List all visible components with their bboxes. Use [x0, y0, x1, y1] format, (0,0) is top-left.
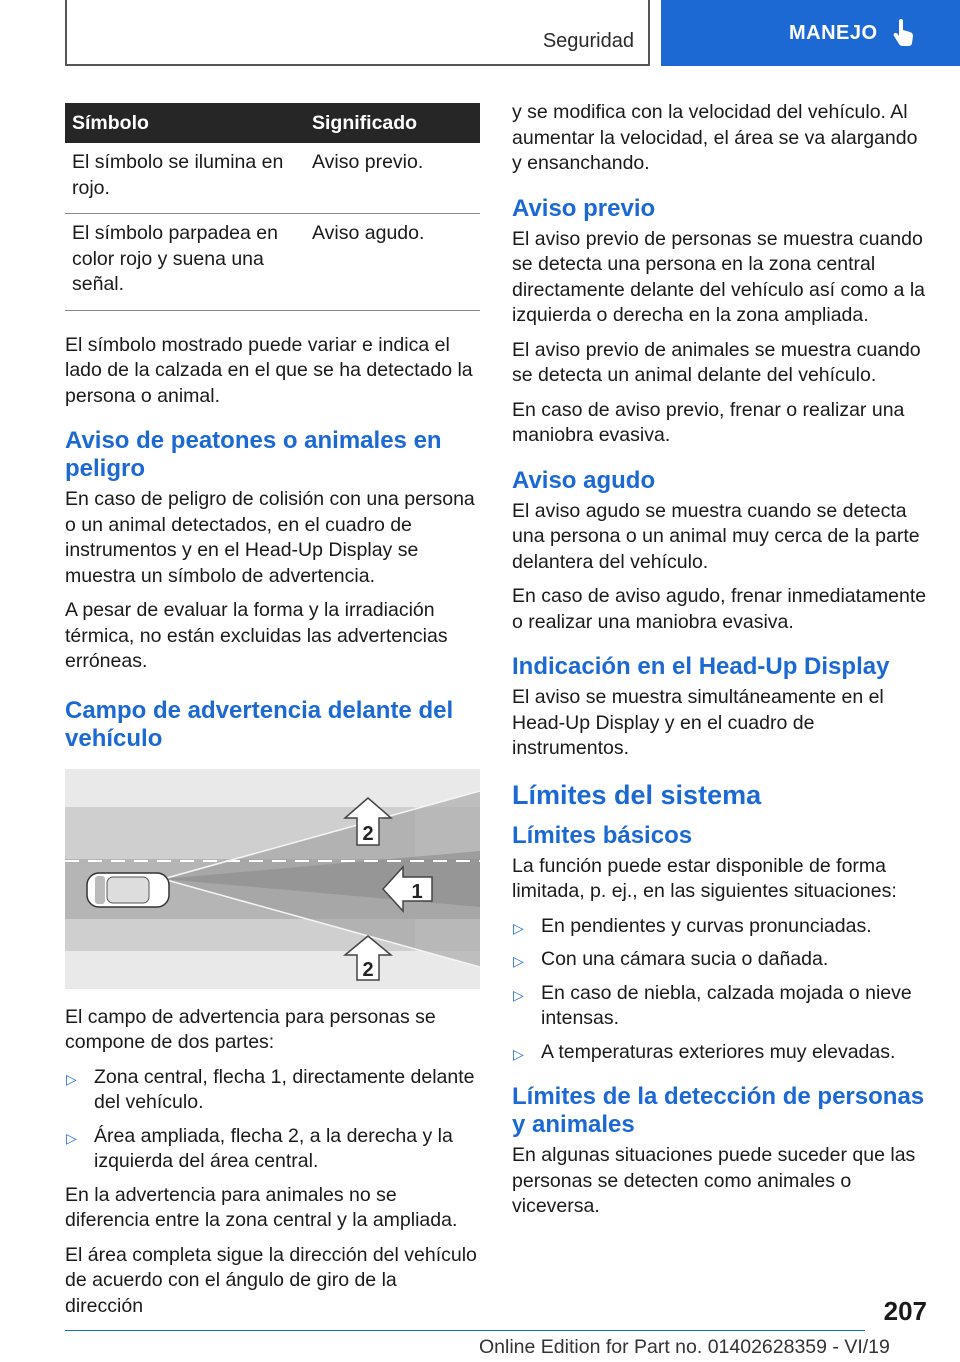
list-item — [65, 1065, 480, 1116]
pointing-hand-icon — [892, 19, 916, 47]
paragraph: El símbolo mostrado puede variar e indica el lado de la calzada en el que se ha detectado la persona o animal. — [65, 333, 473, 407]
right-column — [512, 100, 932, 1229]
bullet-triangle-icon: ▷ — [513, 986, 524, 1003]
paragraph: En la advertencia para animales no se diferencia entre la zona central y la ampliada. — [65, 1183, 458, 1231]
footer-divider — [65, 1330, 865, 1331]
bullet-triangle-icon: ▷ — [513, 1045, 524, 1062]
list-item-text: Con una cámara sucia o dañada. — [541, 948, 829, 970]
table-cell: Aviso agudo. — [305, 214, 480, 311]
arrow-label-2: 2 — [362, 822, 374, 845]
paragraph: En caso de aviso agudo, frenar inmediatamente o realizar una maniobra evasiva. — [512, 585, 927, 633]
list-item — [512, 914, 932, 940]
bullet-triangle-icon: ▷ — [513, 953, 524, 969]
header-chapter-tab — [661, 0, 960, 66]
list-item-text: En pendientes y curvas pronunciadas. — [541, 914, 872, 937]
bullet-triangle-icon: ▷ — [66, 1070, 77, 1087]
list-item — [65, 1124, 480, 1175]
bullet-triangle-icon: ▷ — [513, 919, 524, 936]
heading-aviso-agudo: Aviso agudo — [512, 466, 656, 494]
header-chapter-label: MANEJO — [789, 21, 878, 44]
paragraph: El área completa sigue la dirección del vehículo de acuerdo con el ángulo de giro de la dirección — [65, 1243, 477, 1317]
paragraph: El campo de advertencia para personas se compone de dos partes: — [65, 1005, 436, 1053]
header-section-tab — [65, 0, 650, 66]
paragraph: y se modifica con la velocidad del vehículo. Al aumentar la velocidad, el área se va alargando y ensanchando. — [512, 101, 918, 174]
table-row — [65, 214, 480, 311]
heading-campo-advertencia: Campo de advertencia delante del vehículo — [65, 696, 454, 752]
paragraph: El aviso se muestra simultáneamente en el Head-Up Display y en el cuadro de instrumentos. — [512, 686, 884, 759]
arrow-label-1: 1 — [411, 880, 423, 903]
car-icon — [87, 873, 169, 907]
list-item — [512, 947, 932, 973]
paragraph: El aviso previo de animales se muestra cuando se detecta un animal delante del vehículo. — [512, 338, 921, 386]
symbol-meaning-table — [65, 103, 480, 311]
list-item — [512, 981, 932, 1032]
table-header-significado: Significado — [305, 103, 480, 143]
table-cell: Aviso previo. — [305, 143, 480, 214]
paragraph: El aviso agudo se muestra cuando se detecta una persona o un animal muy cerca de la parte delantera del vehículo. — [512, 499, 920, 573]
warning-field-figure — [65, 769, 480, 989]
left-column — [65, 103, 480, 1328]
paragraph: A pesar de evaluar la forma y la irradiación térmica, no están excluidas las advertencias erróneas. — [65, 599, 448, 672]
table-cell: El símbolo parpadea en color rojo y suena una señal. — [65, 214, 305, 311]
heading-head-up-display: Indicación en el Head-Up Display — [512, 653, 890, 680]
list-item — [512, 1040, 932, 1066]
bullet-list — [512, 914, 932, 1066]
paragraph: En caso de peligro de colisión con una persona o un animal detectados, en el cuadro de instrumentos y en el Head-Up Display se muestra un símbolo de advertencia. — [65, 488, 475, 587]
table-row — [65, 143, 480, 214]
paragraph: En algunas situaciones puede suceder que las personas se detecten como animales o viceversa. — [512, 1144, 916, 1217]
footer-edition: Online Edition for Part no. 01402628359 - VI/19 — [479, 1336, 890, 1358]
list-item-text: Zona central, flecha 1, directamente delante del vehículo. — [94, 1065, 475, 1113]
paragraph: El aviso previo de personas se muestra cuando se detecta una persona en la zona central directamente delante del vehículo así como a la izquierda o derecha en la zona ampliada. — [512, 227, 925, 326]
heading-limites-sistema: Límites del sistema — [512, 779, 762, 810]
heading-aviso-peatones: Aviso de peatones o animales en peligro — [65, 427, 442, 482]
heading-limites-deteccion: Límites de la detección de personas y animales — [512, 1083, 925, 1138]
heading-limites-basicos: Límites básicos — [512, 821, 693, 849]
header-section-label: Seguridad — [542, 30, 634, 52]
paragraph: La función puede estar disponible de forma limitada, p. ej., en las siguientes situaciones: — [512, 854, 897, 902]
page-number: 207 — [883, 1296, 927, 1326]
arrow-label-2: 2 — [362, 958, 374, 981]
paragraph: En caso de aviso previo, frenar o realizar una maniobra evasiva. — [512, 398, 905, 446]
list-item-text: En caso de niebla, calzada mojada o nieve intensas. — [541, 981, 912, 1029]
bullet-list — [65, 1065, 480, 1175]
bullet-triangle-icon: ▷ — [66, 1129, 77, 1146]
table-header-simbolo: Símbolo — [65, 103, 305, 143]
heading-aviso-previo: Aviso previo — [512, 194, 656, 222]
list-item-text: Área ampliada, flecha 2, a la derecha y la izquierda del área central. — [94, 1124, 453, 1172]
table-header-row — [65, 103, 480, 143]
table-cell: El símbolo se ilumina en rojo. — [65, 143, 305, 214]
list-item-text: A temperaturas exteriores muy elevadas. — [541, 1040, 896, 1063]
warning-field-diagram — [65, 769, 480, 989]
